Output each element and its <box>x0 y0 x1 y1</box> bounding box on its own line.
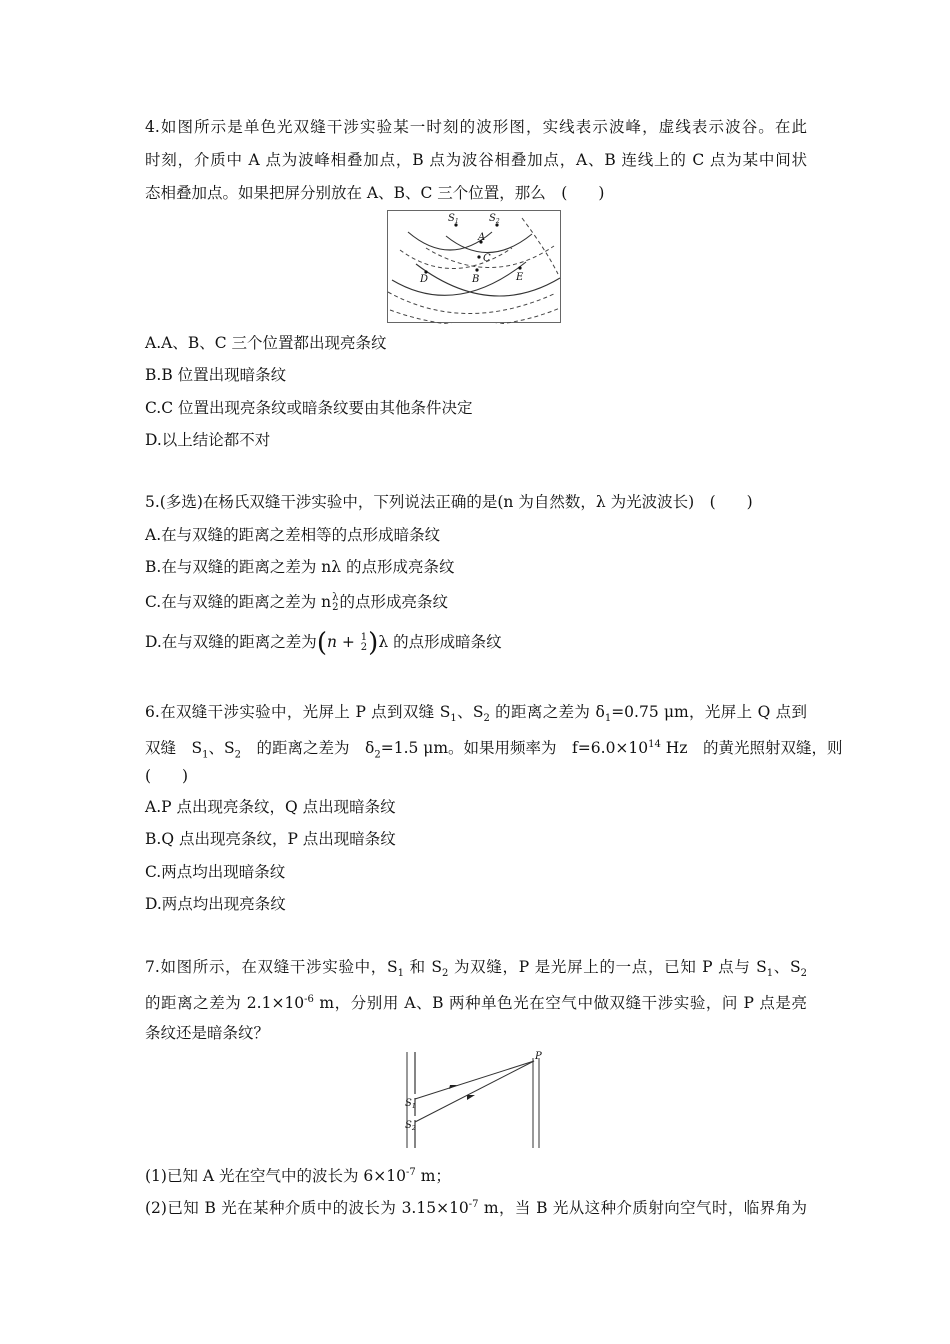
q6-l2-d: =1.5 μm。如果用频率为 f=6.0×10 <box>380 739 649 758</box>
q7-p2-a: (2)已知 B 光在某种介质中的波长为 3.15×10 <box>145 1199 469 1218</box>
q7-sub-1: 1 <box>397 968 404 980</box>
svg-text:S1: $S_1$ <box>448 213 459 225</box>
q6-l2-c: 的距离之差为 δ <box>241 739 375 758</box>
q4-option-a: A.A、B、C 三个位置都出现亮条纹 <box>145 334 387 352</box>
q6-stem-line-2 <box>145 735 843 765</box>
q7-l2-b: m，分别用 A、B 两种单色光在空气中做双缝干涉实验，问 P 点是亮 <box>313 994 807 1013</box>
q4-stem-line-2: 时刻，介质中 A 点为波峰相叠加点，B 点为波谷相叠加点，A、B 连线上的 C 点为某中间状 <box>145 151 807 169</box>
q7-part-2 <box>145 1195 807 1218</box>
q6-stem-line-1 <box>145 702 807 729</box>
q5-option-d-n: n <box>326 633 337 651</box>
q5-option-c <box>145 592 448 613</box>
q5-option-d-denominator: 2 <box>360 642 368 653</box>
q5-option-c-fraction <box>332 593 338 613</box>
q5-option-c-numerator: λ <box>332 592 339 603</box>
q5-option-b: B.在与双缝的距离之差为 nλ 的点形成亮条纹 <box>145 558 455 576</box>
q7-p1-a: (1)已知 A 光在空气中的波长为 6×10 <box>145 1167 407 1186</box>
q6-l2-e: Hz 的黄光照射双缝，则 <box>660 739 843 758</box>
svg-text:D: D <box>420 274 429 285</box>
q6-option-d: D.两点均出现亮条纹 <box>145 895 286 913</box>
q5-option-d-plus: + <box>336 633 360 651</box>
q7-sub-2: 2 <box>442 968 449 980</box>
q6-l2-sub-1: 1 <box>202 749 209 761</box>
q5-option-d-numerator: 1 <box>360 632 368 643</box>
q4-option-b: B.B 位置出现暗条纹 <box>145 366 287 384</box>
q5-option-d-post: λ 的点形成暗条纹 <box>378 633 502 651</box>
svg-text:S2: $S_2$ <box>489 213 500 225</box>
q5-stem: 5.(多选)在杨氏双缝干涉实验中，下列说法正确的是(n 为自然数，λ 为光波波长) ( ) <box>145 493 753 511</box>
q6-l1-b: 、S <box>456 703 484 721</box>
svg-text:P: P <box>535 1051 542 1062</box>
q6-l2-b: 、S <box>208 739 235 758</box>
wave-interference-figure <box>386 210 562 324</box>
q7-l1-c: 为双缝，P 是光屏上的一点，已知 P 点与 S <box>448 958 767 976</box>
svg-text:B: B <box>472 274 480 285</box>
q6-l1-c: 的距离之差为 δ <box>489 703 605 721</box>
q6-l2-sub-2: 2 <box>234 749 241 761</box>
q7-p1-b: m； <box>415 1167 451 1186</box>
q6-delta-sub-2: 2 <box>374 749 381 761</box>
q6-l2-a: 双缝 S <box>145 739 203 758</box>
q6-sub-1: 1 <box>450 713 457 725</box>
q7-l1-b: 和 S <box>403 958 442 976</box>
svg-text:E: E <box>516 272 524 283</box>
q7-p2-exponent: -7 <box>468 1199 479 1210</box>
q7-l2-exponent: -6 <box>304 994 314 1005</box>
q6-stem-line-3: ( ) <box>145 767 189 785</box>
q6-frequency-exponent: 14 <box>648 739 661 750</box>
q7-l1-a: 7.如图所示，在双缝干涉实验中，S <box>145 958 398 976</box>
q7-part-1 <box>145 1163 451 1186</box>
svg-text:S2: $S_2$ <box>405 1120 416 1132</box>
q4-stem-line-3: 态相叠加点。如果把屏分别放在 A、B、C 三个位置，那么 ( ) <box>145 184 605 202</box>
q6-l1-a: 6.在双缝干涉实验中，光屏上 P 点到双缝 S <box>145 703 451 721</box>
q7-stem-line-1 <box>145 957 807 984</box>
q7-p2-b: m，当 B 光从这种介质射向空气时，临界角为 <box>478 1199 807 1218</box>
q6-l1-d: =0.75 μm，光屏上 Q 点到 <box>611 703 807 721</box>
q4-option-d: D.以上结论都不对 <box>145 431 271 449</box>
q7-l2-a: 的距离之差为 2.1×10 <box>145 994 305 1013</box>
q5-option-d-pre: D.在与双缝的距离之差为 <box>145 633 317 651</box>
q7-p1-exponent: -7 <box>406 1167 416 1178</box>
q7-stem-line-3: 条纹还是暗条纹？ <box>145 1024 270 1042</box>
q7-sub-2b: 2 <box>800 968 807 980</box>
q5-option-c-denominator: 2 <box>332 602 339 613</box>
q5-option-d: D.在与双缝的距离之差为(n + 1 2 )λ 的点形成暗条纹 <box>145 628 502 658</box>
q6-option-b: B.Q 点出现亮条纹，P 点出现暗条纹 <box>145 830 396 848</box>
q6-option-a: A.P 点出现亮条纹，Q 点出现暗条纹 <box>145 798 396 816</box>
svg-text:C: C <box>483 253 491 264</box>
q7-sub-1b: 1 <box>766 968 774 980</box>
q4-stem-line-1: 4.如图所示是单色光双缝干涉实验某一时刻的波形图，实线表示波峰，虚线表示波谷。在此 <box>145 118 807 136</box>
q6-delta-sub-1: 1 <box>604 713 612 725</box>
q6-sub-2: 2 <box>483 713 490 725</box>
q6-option-c: C.两点均出现暗条纹 <box>145 863 286 881</box>
q5-option-c-post: 的点形成亮条纹 <box>339 593 449 611</box>
q5-option-d-fraction <box>361 633 367 653</box>
q7-stem-line-2 <box>145 990 807 1013</box>
q5-option-a: A.在与双缝的距离之差相等的点形成暗条纹 <box>145 526 441 544</box>
svg-text:S1: $S_1$ <box>405 1098 416 1110</box>
svg-text:A: A <box>478 232 486 243</box>
q4-option-c: C.C 位置出现亮条纹或暗条纹要由其他条件决定 <box>145 399 473 417</box>
q7-l1-d: 、S <box>773 958 801 976</box>
q5-option-c-pre: C.在与双缝的距离之差为 n <box>145 593 332 611</box>
double-slit-figure <box>403 1050 545 1150</box>
